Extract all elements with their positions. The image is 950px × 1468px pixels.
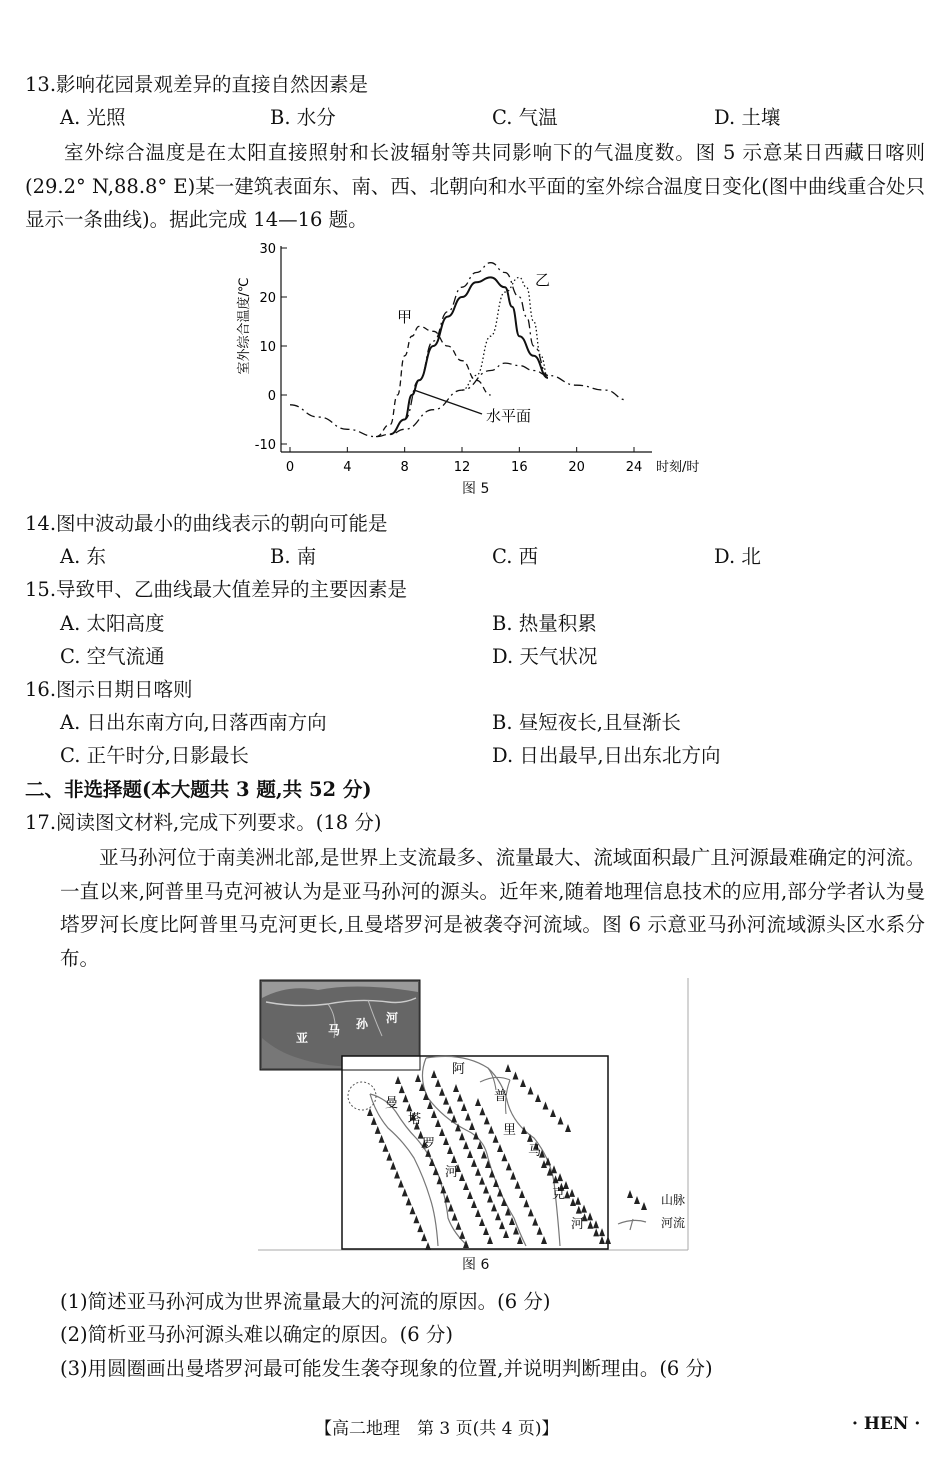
label-jia: 甲 bbox=[397, 308, 413, 326]
q16-option-c: C. 正午时分,日影最长 bbox=[60, 744, 249, 767]
intro-14-16: 室外综合温度是在太阳直接照射和长波辐射等共同影响下的气温度数。图 5 示意某日西藏日喀则(29.2° N,88.8° E)某一建筑表面东、南、西、北朝向和水平面的室外综合温度日变化(图中曲线重合处只显示一条曲线)。据此完成 14—16 题。 bbox=[25, 141, 925, 231]
inset-label-4: 河 bbox=[386, 1011, 399, 1025]
series-base (dash-dot) bbox=[290, 363, 627, 437]
y-tick-label: 10 bbox=[259, 340, 276, 355]
inset-label-3: 孙 bbox=[356, 1017, 369, 1031]
q14-option-a: A. 东 bbox=[60, 545, 106, 568]
x-tick-label: 12 bbox=[453, 460, 471, 475]
q13-option-d: D. 土壤 bbox=[714, 106, 781, 129]
label-yi: 乙 bbox=[535, 271, 551, 289]
apurimac-label-6: 河 bbox=[571, 1217, 585, 1232]
chart-series bbox=[290, 263, 627, 437]
apurimac-label-1: 阿 bbox=[452, 1062, 466, 1077]
q16-stem: 16.图示日期日喀则 bbox=[25, 678, 193, 701]
figure5-caption: 图 5 bbox=[462, 481, 490, 497]
series-乙 bbox=[462, 277, 548, 390]
series-甲 bbox=[376, 326, 491, 436]
q14-stem: 14.图中波动最小的曲线表示的朝向可能是 bbox=[25, 512, 388, 535]
x-tick-label: 0 bbox=[285, 460, 295, 475]
legend-river-label: 河流 bbox=[661, 1216, 686, 1230]
q16-option-d: D. 日出最早,日出东北方向 bbox=[492, 744, 721, 767]
horizontal-pointer bbox=[414, 390, 482, 414]
label-horizontal: 水平面 bbox=[486, 407, 532, 425]
q17-sub1: (1)简述亚马孙河成为世界流量最大的河流的原因。(6 分) bbox=[60, 1290, 551, 1313]
y-tick-label: 20 bbox=[259, 291, 276, 306]
q13-option-b: B. 水分 bbox=[270, 106, 336, 129]
x-tick-label: 4 bbox=[343, 460, 352, 475]
q13-option-a: A. 光照 bbox=[60, 106, 126, 129]
q15-stem: 15.导致甲、乙曲线最大值差异的主要因素是 bbox=[25, 578, 408, 601]
inset-label-1: 亚 bbox=[296, 1031, 309, 1045]
q17-sub2: (2)简析亚马孙河源头难以确定的原因。(6 分) bbox=[60, 1323, 453, 1346]
x-tick-label: 8 bbox=[400, 460, 409, 475]
x-tick-label: 20 bbox=[568, 460, 585, 475]
x-tick-label: 16 bbox=[511, 460, 528, 475]
q14-option-c: C. 西 bbox=[492, 545, 539, 568]
mantaro-label-4: 河 bbox=[445, 1165, 459, 1180]
mantaro-label-2: 塔 bbox=[408, 1112, 422, 1127]
q15-option-c: C. 空气流通 bbox=[60, 645, 165, 668]
footer-code: · HEN · bbox=[852, 1414, 921, 1434]
y-tick-label: 30 bbox=[259, 242, 276, 257]
q17-material: 亚马孙河位于南美洲北部,是世界上支流最多、流量最大、流域面积最广且河源最难确定的河流。一直以来,阿普里马克河被认为是亚马孙河的源头。近年来,随着地理信息技术的应用,部分学者认为曼塔罗河长度比阿普里马克河更长,且曼塔罗河是被袭夺河流域。图 6 示意亚马孙河流域源头区水系分布。 bbox=[60, 846, 925, 970]
apurimac-label-5: 克 bbox=[552, 1187, 566, 1202]
y-axis-label: 室外综合温度/℃ bbox=[237, 277, 252, 375]
x-tick-label: 24 bbox=[625, 460, 643, 475]
q16-option-a: A. 日出东南方向,日落西南方向 bbox=[60, 711, 327, 734]
footer-page-info: 【高二地理 第 3 页(共 4 页)】 bbox=[315, 1419, 559, 1439]
q15-option-a: A. 太阳高度 bbox=[60, 612, 165, 635]
apurimac-label-3: 里 bbox=[503, 1123, 517, 1138]
q14-option-d: D. 北 bbox=[714, 545, 761, 568]
figure5-chart bbox=[225, 236, 725, 498]
section2-heading: 二、非选择题(本大题共 3 题,共 52 分) bbox=[25, 778, 372, 801]
apurimac-label-4: 马 bbox=[528, 1144, 542, 1159]
apurimac-label-2: 普 bbox=[494, 1089, 508, 1104]
figure6-caption: 图 6 bbox=[462, 1257, 490, 1273]
inset-label-2: 马 bbox=[328, 1023, 341, 1037]
q17-sub3: (3)用圆圈画出曼塔罗河最可能发生袭夺现象的位置,并说明判断理由。(6 分) bbox=[60, 1357, 713, 1380]
mantaro-label-1: 曼 bbox=[385, 1096, 399, 1111]
q13-option-c: C. 气温 bbox=[492, 106, 558, 129]
x-axis-label: 时刻/时 bbox=[656, 460, 700, 475]
chart-axes bbox=[236, 242, 699, 475]
legend-mountain-label: 山脉 bbox=[661, 1193, 686, 1207]
figure6-map bbox=[258, 978, 690, 1252]
mantaro-label-3: 罗 bbox=[422, 1137, 436, 1152]
q14-option-b: B. 南 bbox=[270, 545, 317, 568]
q15-option-d: D. 天气状况 bbox=[492, 645, 598, 668]
y-tick-label: 0 bbox=[267, 389, 276, 404]
q16-option-b: B. 昼短夜长,且昼渐长 bbox=[492, 711, 681, 734]
q17-stem: 17.阅读图文材料,完成下列要求。(18 分) bbox=[25, 811, 382, 834]
q13-stem: 13.影响花园景观差异的直接自然因素是 bbox=[25, 73, 369, 96]
q15-option-b: B. 热量积累 bbox=[492, 612, 597, 635]
y-tick-label: -10 bbox=[254, 438, 276, 453]
